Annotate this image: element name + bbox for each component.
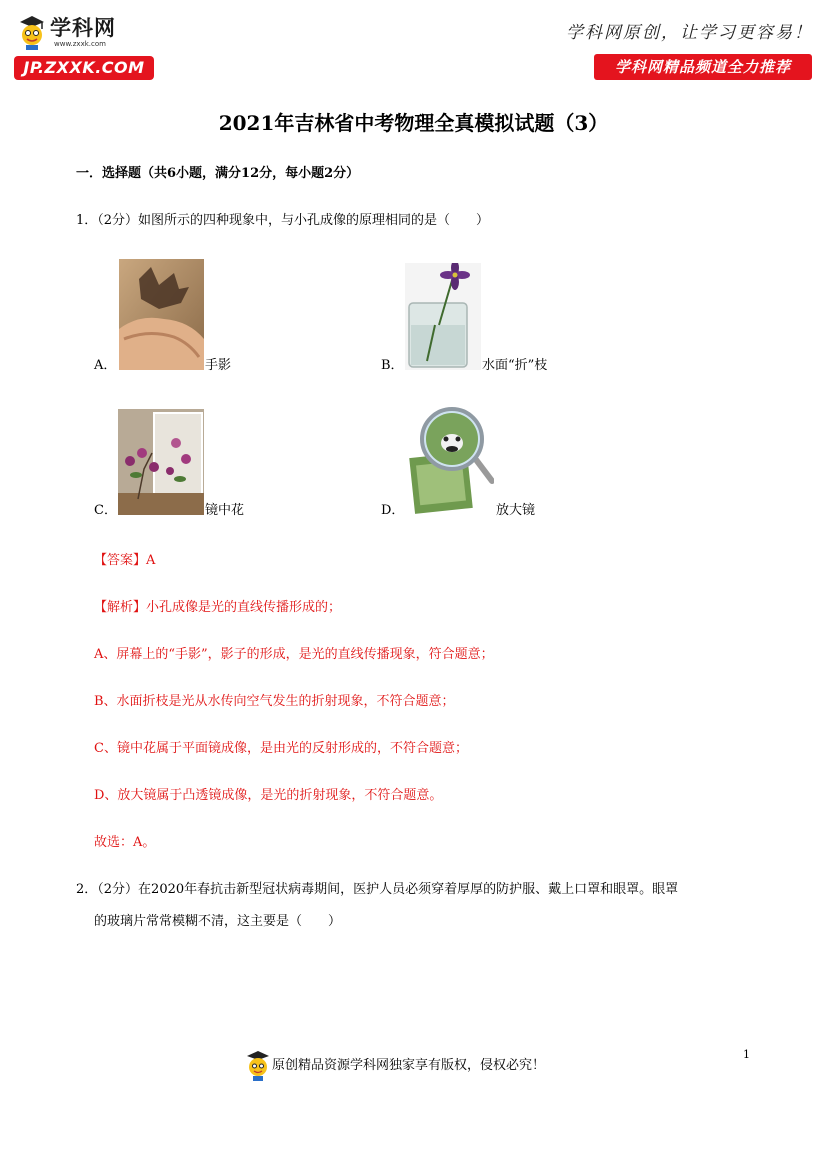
question-2-stem-line1: 2．（2分）在2020年春抗击新型冠状病毒期间，医护人员必须穿着厚厚的防护服、戴上口罩和眼罩。眼罩 (76, 882, 679, 897)
option-b-letter: B． (381, 358, 404, 373)
option-d-letter: D． (381, 503, 405, 518)
option-c-letter: C． (94, 503, 117, 518)
footer-mascot-icon (246, 1049, 270, 1081)
answer-label: 【答案】A (94, 553, 156, 568)
analysis-line: D、放大镜属于凸透镜成像，是光的折射现象，不符合题意。 (94, 788, 443, 803)
question-1-stem: 1．（2分）如图所示的四种现象中，与小孔成像的原理相同的是（ ） (76, 213, 490, 228)
question-2-stem-line2: 的玻璃片常常模糊不清，这主要是（ ） (94, 914, 342, 929)
mirror-flower-image (118, 409, 204, 515)
analysis-line: A、屏幕上的“手影”，影子的形成，是光的直线传播现象，符合题意； (94, 647, 494, 662)
logo-text: 学科网 (50, 16, 116, 40)
analysis-line: B、水面折枝是光从水传向空气发生的折射现象，不符合题意； (94, 694, 455, 709)
page-title: 2021年吉林省中考物理全真模拟试题（3） (218, 111, 609, 135)
section-heading: 一．选择题（共6小题，满分12分，每小题2分） (76, 166, 360, 181)
hand-shadow-image (119, 259, 204, 370)
water-bent-branch-image (405, 263, 481, 370)
analysis-line: 【解析】小孔成像是光的直线传播形成的； (94, 600, 342, 615)
channel-badge: 学科网精品频道全力推荐 (594, 54, 812, 80)
option-a-caption: 手影 (205, 358, 232, 373)
mascot-logo-icon (18, 14, 46, 50)
slogan: 学科网原创，让学习更容易！ (566, 23, 813, 43)
page-number: 1 (743, 1048, 750, 1061)
analysis-conclusion: 故选：A。 (94, 835, 156, 850)
logo-badge: JP.ZXXK.COM (14, 56, 154, 80)
option-b-caption: 水面“折”枝 (482, 358, 548, 373)
option-a-letter: A． (94, 358, 117, 373)
magnifier-image (408, 405, 494, 515)
footer-copyright: 原创精品资源学科网独家享有版权，侵权必究！ (272, 1058, 546, 1073)
option-d-caption: 放大镜 (496, 503, 536, 518)
option-c-caption: 镜中花 (205, 503, 245, 518)
logo-url: www.zxxk.com (54, 40, 106, 48)
analysis-line: C、镜中花属于平面镜成像，是由光的反射形成的，不符合题意； (94, 741, 468, 756)
